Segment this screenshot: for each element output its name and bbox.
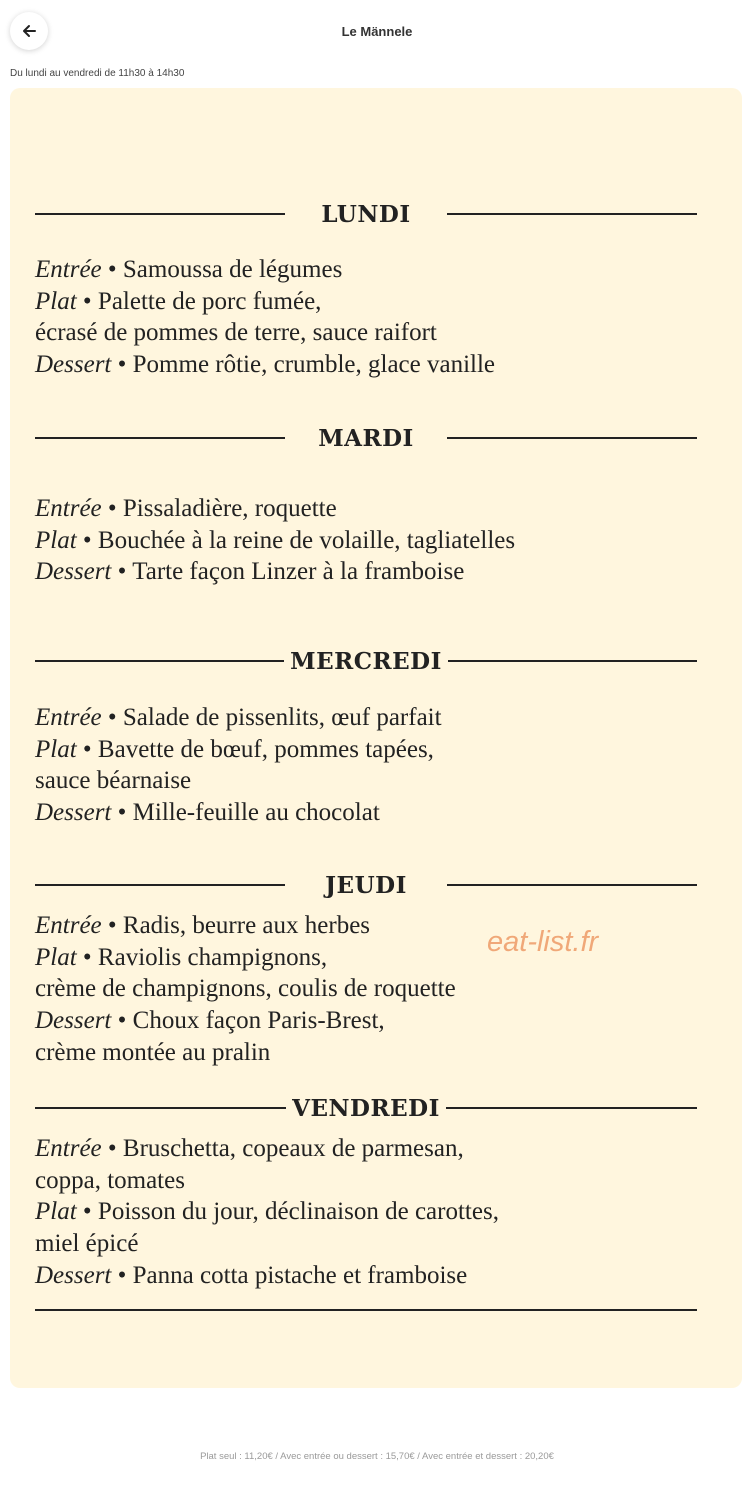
menu-items: [35, 254, 697, 381]
day-name: LUNDI: [321, 200, 411, 228]
menu-line: Dessert • Tarte façon Linzer à la framboise: [35, 558, 465, 586]
menu-line: crème montée au pralin: [35, 1038, 271, 1066]
menu-line: sauce béarnaise: [35, 767, 192, 795]
menu-line: Plat • Poisson du jour, déclinaison de carottes,: [35, 1198, 499, 1226]
divider: [447, 884, 697, 886]
menu-line: Dessert • Panna cotta pistache et framboise: [35, 1261, 468, 1289]
menu-line: Entrée • Pissaladière, roquette: [35, 495, 337, 522]
menu-line: Entrée • Bruschetta, copeaux de parmesan,: [35, 1135, 464, 1162]
menu-items: [35, 1133, 697, 1292]
menu-line: Plat • Bouchée à la reine de volaille, tagliatelles: [35, 526, 516, 554]
divider: [447, 213, 697, 215]
day-header: [35, 870, 697, 900]
opening-hours: Du lundi au vendredi de 11h30 à 14h30: [10, 68, 185, 79]
day-section-vendredi: [35, 1093, 697, 1292]
day-name: MERCREDI: [290, 647, 442, 675]
day-header: [35, 646, 697, 676]
menu-line: Dessert • Mille-feuille au chocolat: [35, 799, 380, 827]
day-header: [35, 1093, 697, 1123]
day-name: MARDI: [318, 424, 414, 452]
menu-items: [35, 702, 697, 829]
divider: [35, 213, 285, 215]
divider: [446, 1107, 697, 1109]
menu-line: coppa, tomates: [35, 1166, 185, 1194]
menu-line: Entrée • Samoussa de légumes: [35, 256, 343, 283]
day-section-jeudi: [35, 870, 697, 1069]
menu-line: crème de champignons, coulis de roquette: [35, 975, 456, 1003]
day-header: [35, 199, 697, 229]
price-info: Plat seul : 11,20€ / Avec entrée ou dessert : 15,70€ / Avec entrée et dessert : 20,20€: [200, 1451, 554, 1462]
day-section-mardi: [35, 423, 697, 588]
top-bar: [0, 0, 754, 64]
day-header: [35, 423, 697, 453]
menu-line: Entrée • Radis, beurre aux herbes: [35, 912, 371, 939]
day-name: JEUDI: [325, 871, 407, 899]
divider: [447, 437, 697, 439]
menu-line: Dessert • Choux façon Paris-Brest,: [35, 1007, 385, 1035]
divider: [35, 660, 284, 662]
menu-line: Dessert • Pomme rôtie, crumble, glace vanille: [35, 351, 496, 379]
menu-line: Plat • Palette de porc fumée,: [35, 287, 322, 315]
menu-line: Entrée • Salade de pissenlits, œuf parfait: [35, 704, 442, 731]
menu-line: Plat • Bavette de bœuf, pommes tapées,: [35, 735, 434, 763]
divider: [448, 660, 697, 662]
day-name: VENDREDI: [292, 1094, 440, 1122]
divider: [35, 1107, 286, 1109]
page-title: Le Männele: [341, 24, 413, 39]
menu-line: miel épicé: [35, 1230, 139, 1258]
menu-line: écrasé de pommes de terre, sauce raifort: [35, 319, 437, 347]
menu-line: Plat • Raviolis champignons,: [35, 943, 328, 971]
watermark: eat-list.fr: [487, 926, 599, 958]
day-section-lundi: [35, 199, 697, 381]
day-section-mercredi: [35, 646, 697, 829]
menu-items: [35, 493, 697, 588]
divider: [35, 437, 285, 439]
divider: [35, 884, 285, 886]
divider: [35, 1309, 697, 1311]
